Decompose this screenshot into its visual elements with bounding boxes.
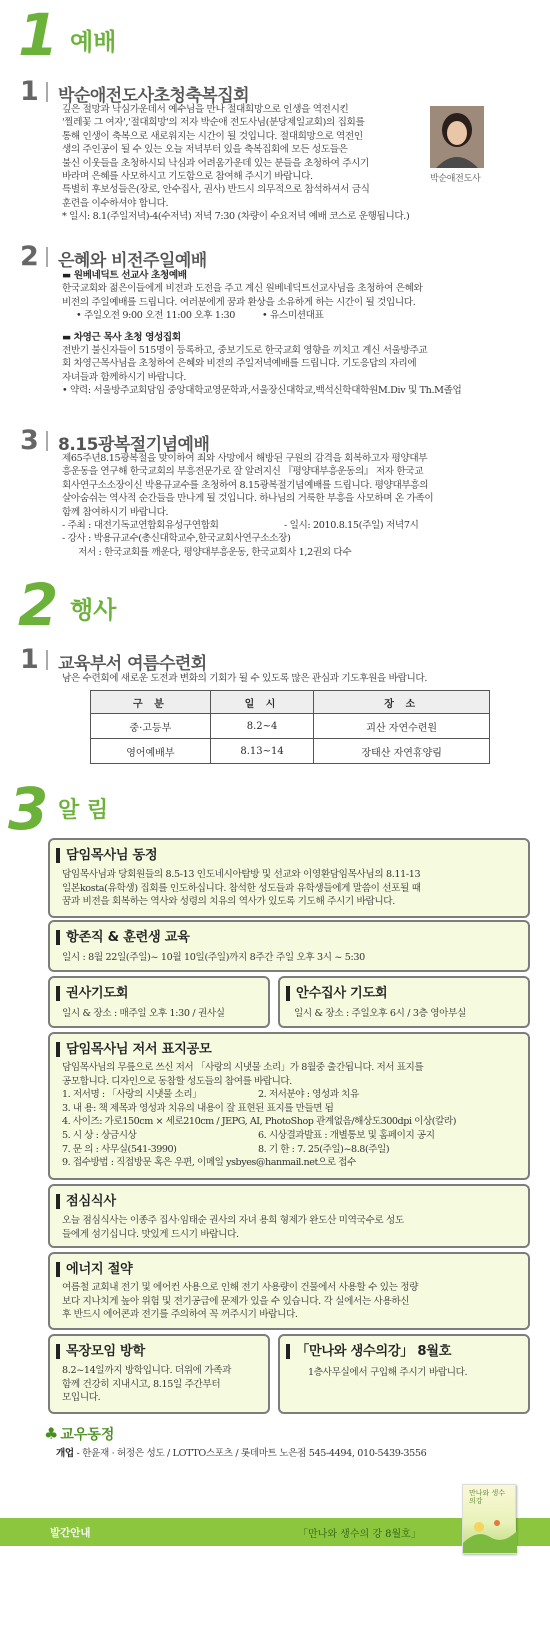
event-description: 제65주년8.15광복절을 맞이하여 죄와 사망에서 해방된 구원의 감격을 회복하고자 평양대부 흥운동을 연구해 한국교회의 부흥전문가로 잘 알려지신 『평양대부흥운동의』 저자 한국교 회사연구소소장이신 박용규교수를 초청하여 8.15광복절기념예배를 드립니다. 평양대부흥의 살아숨쉬는 역사적 순간들을 만나게 될 것입니다. 하나님의 거룩한 부흥을 사모하며 온 가족이 함께 참여하시기 바랍니다. - 주최 : 대전기독교연합회유성구연합회 - 일시: 2010.8.15(주일) 저녁7시 - 강사 : 박용규교수(총신대학교수,한국교회사연구소소장) 저서 : 한국교회를 깨운다, 평양대부흥운동, 한국교회사 1,2권외 다수: [62, 453, 434, 558]
notice-body: 담임목사님의 무릎으로 쓰신 저서 「사랑의 시냇물 소리」가 8월중 출간됩니다. 저서 표지를 공모합니다. 디자인으로 동참할 성도들의 참여를 바랍니다. 1. 저서명 : 「사랑의 시냇물 소리」 2. 저서분야 : 영성과 치유 3. 내 용: 책 제목과 영성과 치유의 내용이 잘 표현된 표지를 만들면 됨 4. 사이즈: 가로150cm × 세로210cm / JEPG, AI, PhotoShop 관계없음/해상도300dpi 이상(칼라) 5. 시 상 : 상금시상 6. 시상결과발표 : 개별통보 및 홈페이지 공지 7. 문 의 : 사무실(541-3990) 8. 기 한 : 7. 25(주일)~8.8(주일) 9. 접수방법 : 직접방문 혹은 우편, 이메일 ysbyes@hanmail.net으로 접수: [62, 1062, 457, 1169]
table-cell: 영어예배부: [91, 739, 211, 764]
section-number: 2: [18, 571, 59, 639]
footer-title: 「만나와 생수의 강 8월호」: [298, 1529, 421, 1540]
subsection-title: 교육부서 여름수련회: [58, 654, 207, 674]
notice-box: [48, 976, 270, 1028]
magazine-cover-thumbnail: [462, 1484, 516, 1554]
notice-body: 담임목사님과 당회원들의 8.5-13 인도네시아탐방 및 선교와 이영환담임목사님의 8.11-13 일본kosta(유학생) 집회를 인도하십니다. 참석한 성도들과 유학생들에게 말씀이 선포될 때 꿈과 비전을 회복하는 역사와 성령의 치유의 역사가 있도록 기도해 주시기 바랍니다.: [62, 869, 421, 908]
notice-title: 점심식사: [56, 1194, 116, 1209]
subsection-number: 1: [20, 644, 39, 675]
table-cell: 장태산 자연휴양림: [314, 739, 490, 764]
subsection-number: 1: [20, 76, 39, 107]
notice-box: [48, 1032, 530, 1180]
notice-body: 오늘 점심식사는 이종주 집사·임태순 권사의 자녀 용희 형제가 완도산 미역국수로 성도 들에게 섬기십니다. 맛있게 드시기 바랍니다.: [62, 1215, 404, 1240]
subsection-number: 2: [20, 241, 39, 272]
event-description: ▬ 원베네딕트 선교사 초청예배 한국교회와 젊은이들에게 비전과 도전을 주고 계신 원베네딕트선교사님을 초청하여 은혜와 비전의 주일예배를 드립니다. 여러분에게 꿈과 환상을 소유하게 하는 시간이 될 것입니다. • 주일오전 9:00 오전 11:00 오후 1:30 • 유스미션대표 ▬ 차영근 목사 초청 영성집회 전반기 불신자들이 515명이 등록하고, 중보기도로 한국교회 영향을 끼치고 계신 서울방주교 회 차영근목사님을 초청하여 은혜와 비전의 주일저녁예배를 드립니다. 기도응답의 자리에 자녀들과 함께하시기 바랍니다. • 약력: 서울방주교회담임 중앙대학교영문학과,서울장신대학교,백석신학대학원M.Div 및 Th.M졸업: [62, 270, 462, 397]
subsection-title: 은혜와 비전주일예배: [58, 251, 207, 271]
table-cell: 8.2~4: [210, 714, 314, 739]
members-entry: 개업 - 한윤재 · 허정은 성도 / LOTTO스포츠 / 롯데마트 노은점 545-4494, 010-5439-3556: [56, 1448, 427, 1459]
notice-body: 일시 : 8월 22일(주일)~ 10월 10일(주일)까지 8주간 주일 오후 3시 ~ 5:30: [62, 952, 365, 963]
section-number: 1: [18, 1, 59, 69]
magazine-cover-art: [463, 1513, 517, 1553]
notice-body: 일시 & 장소 : 매주일 오후 1:30 / 권사실: [62, 1008, 225, 1019]
table-header-row: [91, 691, 490, 714]
notice-title: 에너지 절약: [56, 1262, 133, 1277]
notice-box: [278, 976, 530, 1028]
divider: [46, 82, 48, 102]
footer-label: 발간안내: [50, 1527, 91, 1539]
column-header: 구 분: [91, 691, 211, 714]
table-row: [91, 739, 490, 764]
notice-box: [278, 1334, 530, 1414]
divider: [46, 431, 48, 451]
notice-body: 여름철 교회내 전기 및 에어컨 사용으로 인해 전기 사용량이 건물에서 사용할 수 있는 정량 보다 지나치게 높아 위험 및 전기공급에 문제가 있을 수 있습니다. 각 실에서는 사용하신 후 반드시 에어콘과 전기를 주의하여 꼭 꺼주시기 바랍니다.: [62, 1282, 419, 1321]
notice-box: [48, 1252, 530, 1330]
divider: [46, 650, 48, 670]
table-cell: 8.13~14: [210, 739, 314, 764]
speaker-photo: [430, 106, 484, 168]
event-intro: 남은 수련회에 새로운 도전과 변화의 기회가 될 수 있도록 많은 관심과 기도후원을 바랍니다.: [62, 673, 428, 684]
notice-box: [48, 838, 530, 918]
notice-body: 1층사무실에서 구입해 주시기 바랍니다.: [308, 1367, 468, 1378]
section-number: 3: [8, 775, 49, 843]
table-cell: 중·고등부: [91, 714, 211, 739]
notice-title: 담임목사님 동정: [56, 848, 157, 863]
notice-box: [48, 920, 530, 972]
members-heading: [44, 1424, 114, 1444]
notice-body: 일시 & 장소 : 주일오후 6시 / 3층 영아부실: [294, 1008, 466, 1019]
section-title: 알 림: [58, 798, 109, 823]
subsection-number: 3: [20, 425, 39, 456]
column-header: 장 소: [314, 691, 490, 714]
photo-caption: 박순애전도사: [430, 174, 481, 184]
notice-title: 「만나와 생수의강」 8월호: [286, 1344, 451, 1359]
table-row: [91, 714, 490, 739]
notice-title: 안수집사 기도회: [286, 986, 387, 1001]
subsection-title: 박순애전도사초청축복집회: [58, 86, 250, 106]
schedule-table: [90, 690, 490, 764]
column-header: 일 시: [210, 691, 314, 714]
notice-title: 항존직 & 훈련생 교육: [56, 930, 190, 945]
notice-title: 목장모임 방학: [56, 1344, 145, 1359]
divider: [46, 247, 48, 267]
members-title: 교우동정: [60, 1427, 115, 1443]
notice-box: [48, 1334, 270, 1414]
subsection-title: 8.15광복절기념예배: [58, 435, 210, 455]
event-description: 깊은 절망과 낙심가운데서 예수님을 만나 절대희망으로 인생을 역전시킨 '찔레꽃 그 여자','절대희망'의 저자 박순애 전도사님(분당제일교회)의 집회를 통해 인생이 축복으로 새로워지는 시간이 될 것입니다. 절대희망으로 역전인 생의 주인공이 될 수 있는 오늘 저녁부터 있을 축복집회에 모든 성도들은 불신 이웃들을 초청하시되 낙심과 어려움가운데 있는 분들을 초청하여 주시기 바라며 은혜를 사모하시고 기도함으로 참여해 주시기 바랍니다. 특별히 후보성들은(장로, 안수집사, 권사) 반드시 의무적으로 참석하셔서 금식 훈련을 이수하셔야 합니다. * 일시: 8.1(주일저녁)-4(수저녁) 저녁 7:30 (차량이 수요저녁 예배 코스로 운행됩니다.): [62, 104, 410, 223]
section-title: 예배: [70, 28, 117, 56]
section-title: 행사: [70, 596, 117, 624]
table-cell: 괴산 자연수련원: [314, 714, 490, 739]
notice-body: 8.2~14일까지 방학입니다. 더위에 가족과 함께 건강히 지내시고, 8.15일 주간부터 모입니다.: [62, 1365, 232, 1404]
notice-title: 권사기도회: [56, 986, 128, 1001]
notice-box: [48, 1184, 530, 1248]
clover-icon: ♣: [44, 1424, 59, 1443]
magazine-cover-text: 만나와 생수의강: [469, 1489, 506, 1505]
notice-title: 담임목사님 저서 표지공모: [56, 1042, 211, 1057]
